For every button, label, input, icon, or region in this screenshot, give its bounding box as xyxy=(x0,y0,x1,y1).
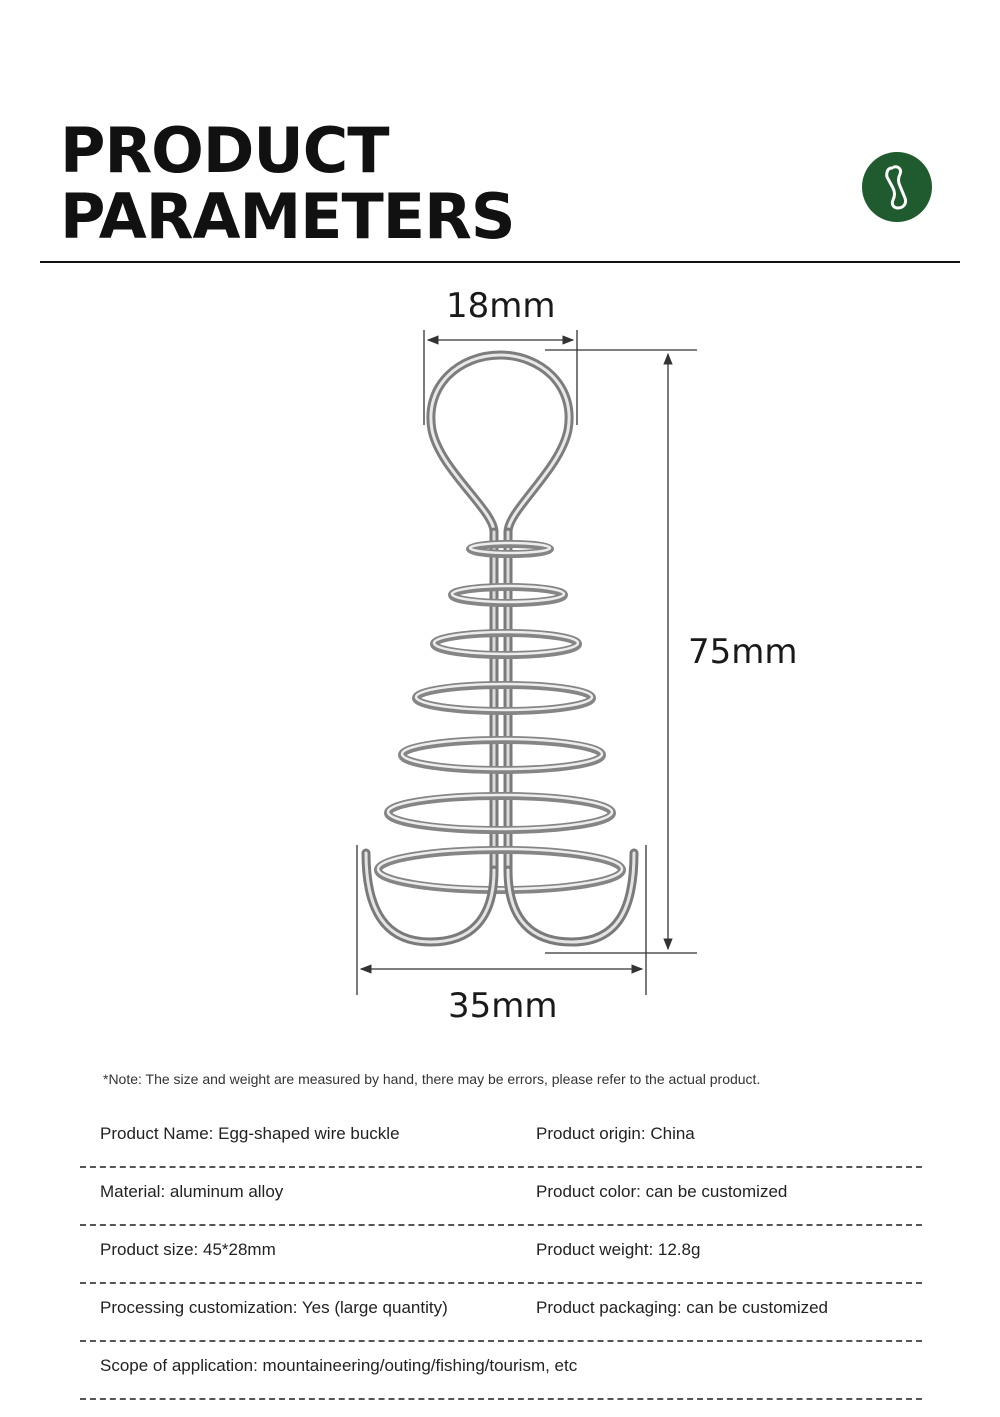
spiral-wire-anchor-image xyxy=(0,270,1000,1040)
spec-processing-customization: Processing customization: Yes (large quantity) xyxy=(100,1298,448,1317)
spec-product-packaging: Product packaging: can be customized xyxy=(536,1298,829,1317)
title-line-1: PRODUCT xyxy=(60,114,389,187)
spec-row xyxy=(80,1284,922,1342)
dimension-height: 75mm xyxy=(688,632,798,672)
spec-table xyxy=(80,1110,922,1400)
dimension-width-top: 18mm xyxy=(446,286,556,326)
product-figure xyxy=(0,270,1000,1040)
header-divider xyxy=(40,261,960,263)
measurement-note: *Note: The size and weight are measured by hand, there may be errors, please refer to the actual product. xyxy=(103,1071,761,1087)
dimension-width-bottom: 35mm xyxy=(448,986,558,1026)
spec-product-origin: Product origin: China xyxy=(536,1124,695,1143)
spec-material: Material: aluminum alloy xyxy=(100,1182,284,1201)
spec-product-size: Product size: 45*28mm xyxy=(100,1240,276,1259)
spec-row xyxy=(80,1226,922,1284)
spec-product-weight: Product weight: 12.8g xyxy=(536,1240,701,1259)
spec-scope-of-application: Scope of application: mountaineering/outing/fishing/tourism, etc xyxy=(100,1356,578,1375)
spec-row xyxy=(80,1342,922,1400)
title-line-2: PARAMETERS xyxy=(60,180,515,253)
page-title xyxy=(60,114,515,253)
spec-product-color: Product color: can be customized xyxy=(536,1182,788,1201)
spec-row xyxy=(80,1168,922,1226)
carabiner-logo-icon xyxy=(862,152,932,222)
spec-row xyxy=(80,1110,922,1168)
spec-product-name: Product Name: Egg-shaped wire buckle xyxy=(100,1124,400,1143)
